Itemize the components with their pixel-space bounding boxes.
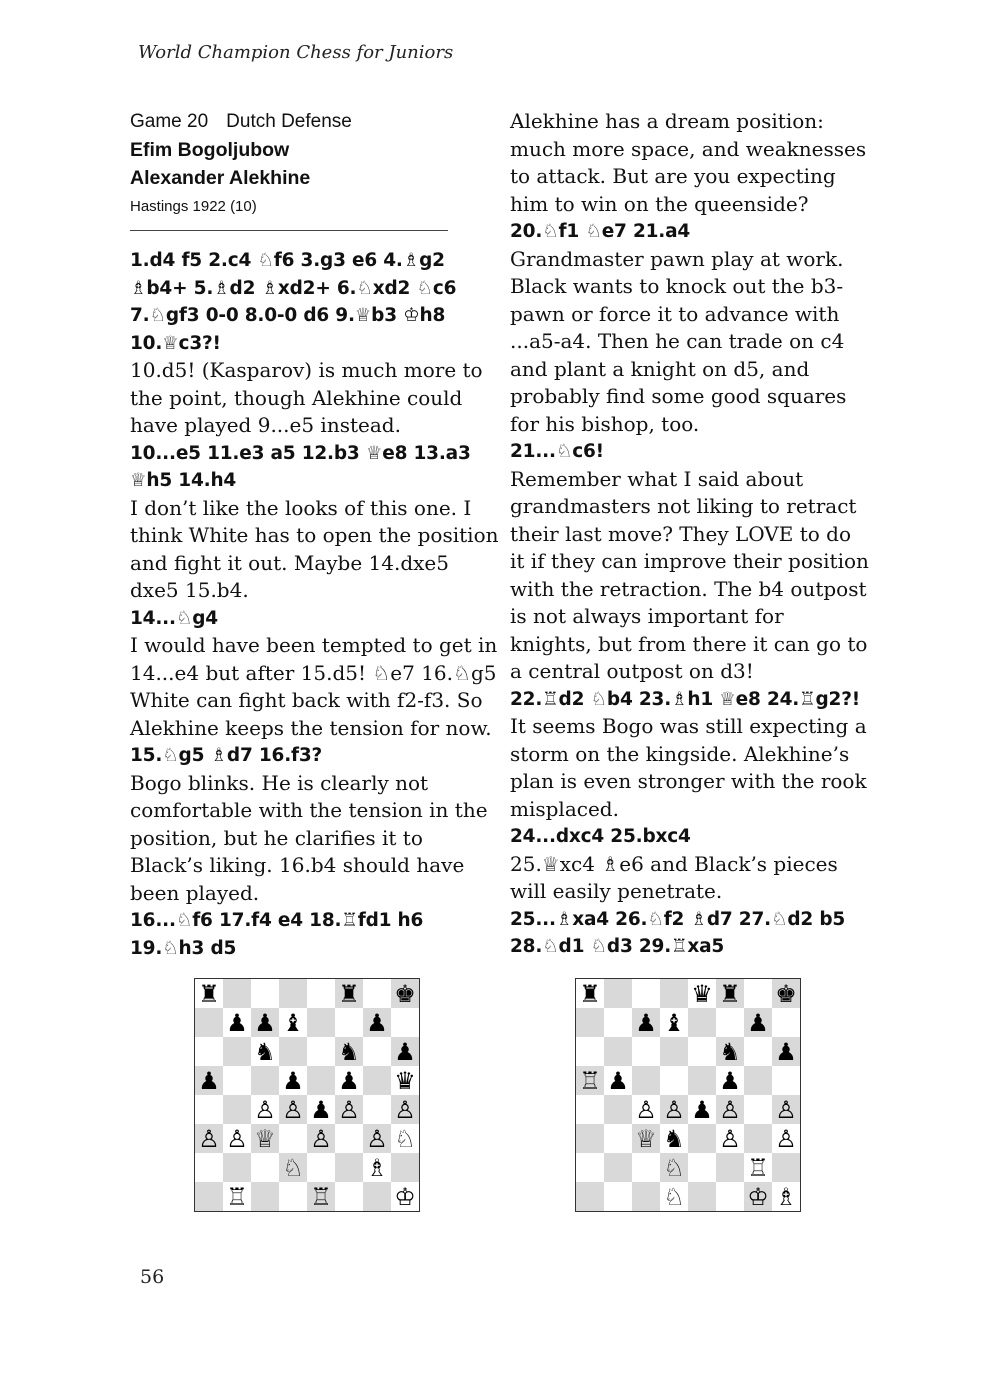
event-info: Hastings 1922 (10) xyxy=(130,198,257,215)
board-square xyxy=(576,1095,604,1124)
board-square xyxy=(195,1095,223,1124)
board-square xyxy=(576,1153,604,1182)
board-square: ♟ xyxy=(251,1008,279,1037)
board-square xyxy=(632,979,660,1008)
board-square: ♟ xyxy=(195,1066,223,1095)
board-square xyxy=(195,1008,223,1037)
board-square: ♖ xyxy=(307,1182,335,1211)
game-title-line xyxy=(130,108,500,136)
board-square: ♟ xyxy=(391,1037,419,1066)
board-square: ♟ xyxy=(363,1008,391,1037)
opening-name: Dutch Defense xyxy=(226,111,352,132)
commentary-paragraph: I would have been tempted to get in 14...e4 but after 15.d5! ♘e7 16.♘g5 White can fight back with f2-f3. So Alekhine keeps the tension for now. xyxy=(130,633,498,740)
board-square xyxy=(251,979,279,1008)
move-sequence: 14...♘g4 xyxy=(130,607,218,629)
board-square xyxy=(604,1182,632,1211)
board-square xyxy=(688,1153,716,1182)
board-square xyxy=(744,1095,772,1124)
board-square: ♞ xyxy=(716,1037,744,1066)
board-square: ♝ xyxy=(660,1008,688,1037)
header-rule xyxy=(130,230,448,231)
right-column xyxy=(510,108,870,961)
board-square: ♛ xyxy=(391,1066,419,1095)
board-square xyxy=(223,1037,251,1066)
commentary-paragraph: Grandmaster pawn play at work. Black wants to knock out the b3-pawn or force it to advance with ...a5-a4. Then he can trade on c4 and plant a knight on d5, and probably find some good squares for his bishop, too. xyxy=(510,246,847,436)
board-square: ♙ xyxy=(716,1095,744,1124)
board-square xyxy=(716,1182,744,1211)
board-square xyxy=(279,1182,307,1211)
board-square xyxy=(307,1008,335,1037)
board-square xyxy=(688,1124,716,1153)
chess-diagram-right xyxy=(575,978,801,1212)
board-square: ♗ xyxy=(772,1182,800,1211)
board-square: ♙ xyxy=(716,1124,744,1153)
board-square xyxy=(251,1066,279,1095)
board-square xyxy=(335,1182,363,1211)
board-square: ♟ xyxy=(716,1066,744,1095)
left-column xyxy=(130,108,500,962)
commentary-paragraph: 25.♕xc4 ♗e6 and Black’s pieces will easily penetrate. xyxy=(510,851,838,903)
board-square: ♕ xyxy=(632,1124,660,1153)
board-square: ♘ xyxy=(391,1124,419,1153)
board-square xyxy=(688,1037,716,1066)
board-square: ♟ xyxy=(223,1008,251,1037)
commentary-paragraph: Bogo blinks. He is clearly not comfortable with the tension in the position, but he clarifies it to Black’s liking. 16.b4 should have been played. xyxy=(130,770,488,905)
board-square xyxy=(307,1066,335,1095)
board-square: ♞ xyxy=(660,1124,688,1153)
board-square: ♛ xyxy=(688,979,716,1008)
board-square xyxy=(363,1095,391,1124)
black-player: Alexander Alekhine xyxy=(130,167,311,189)
board-square xyxy=(772,1066,800,1095)
board-square xyxy=(660,979,688,1008)
left-column-body xyxy=(130,247,500,962)
board-square: ♟ xyxy=(604,1066,632,1095)
board-square xyxy=(604,1095,632,1124)
board-square: ♜ xyxy=(335,979,363,1008)
board-square xyxy=(335,1124,363,1153)
board-square: ♔ xyxy=(744,1182,772,1211)
board-square: ♚ xyxy=(391,979,419,1008)
board-square: ♟ xyxy=(744,1008,772,1037)
board-square: ♙ xyxy=(391,1095,419,1124)
board-square xyxy=(279,1124,307,1153)
move-sequence: 1.d4 f5 2.c4 ♘f6 3.g3 e6 4.♗g2 ♗b4+ 5.♗d2 ♗xd2+ 6.♘xd2 ♘c6 7.♘gf3 0-0 8.0-0 d6 9.♕b3 ♔h8 10.♕c3?! xyxy=(130,250,457,354)
commentary-paragraph: Alekhine has a dream position: much more space, and weaknesses to attack. But are you expecting him to win on the queenside? xyxy=(510,109,867,216)
board-square xyxy=(604,1153,632,1182)
move-sequence: 25...♗xa4 26.♘f2 ♗d7 27.♘d2 b5 28.♘d1 ♘d3 29.♖xa5 xyxy=(510,908,846,957)
commentary-paragraph: I don’t like the looks of this one. I think White has to open the position and fight it out. Maybe 14.dxe5 dxe5 15.b4. xyxy=(130,495,499,602)
board-square xyxy=(335,1008,363,1037)
board-square: ♙ xyxy=(772,1095,800,1124)
board-square: ♘ xyxy=(660,1153,688,1182)
board-square xyxy=(223,1066,251,1095)
board-square xyxy=(744,1124,772,1153)
board-square xyxy=(632,1153,660,1182)
board-square: ♙ xyxy=(251,1095,279,1124)
board-square xyxy=(688,1008,716,1037)
board-square xyxy=(307,979,335,1008)
board-square xyxy=(391,1008,419,1037)
board-square xyxy=(604,1124,632,1153)
board-square: ♚ xyxy=(772,979,800,1008)
board-square: ♕ xyxy=(251,1124,279,1153)
board-square xyxy=(716,1008,744,1037)
page-number: 56 xyxy=(140,1266,165,1288)
board-square: ♜ xyxy=(716,979,744,1008)
board-square xyxy=(391,1153,419,1182)
board-square: ♙ xyxy=(279,1095,307,1124)
board-square xyxy=(576,1124,604,1153)
board-square xyxy=(576,1182,604,1211)
move-sequence: 20.♘f1 ♘e7 21.a4 xyxy=(510,221,691,242)
move-sequence: 15.♘g5 ♗d7 16.f3? xyxy=(130,745,323,766)
board-square xyxy=(363,1066,391,1095)
commentary-paragraph: Remember what I said about grandmasters not liking to retract their last move? They LOVE to do it if they can improve their position with the retraction. The b4 outpost is not always important for knights, but from there it can go to a central outpost on d3! xyxy=(510,466,869,683)
board-square xyxy=(604,979,632,1008)
board-square: ♟ xyxy=(335,1066,363,1095)
commentary-paragraph: 10.d5! (Kasparov) is much more to the point, though Alekhine could have played 9...e5 instead. xyxy=(130,358,483,437)
board-square: ♟ xyxy=(688,1095,716,1124)
board-square: ♞ xyxy=(335,1037,363,1066)
board-square xyxy=(772,1008,800,1037)
move-sequence: 16...♘f6 17.f4 e4 18.♖fd1 h6 19.♘h3 d5 xyxy=(130,910,424,959)
board-square xyxy=(223,1095,251,1124)
board-square: ♟ xyxy=(632,1008,660,1037)
board-square: ♙ xyxy=(307,1124,335,1153)
game-header xyxy=(130,108,500,231)
board-square xyxy=(335,1153,363,1182)
board-square: ♜ xyxy=(195,979,223,1008)
right-column-body xyxy=(510,108,870,961)
board-square: ♖ xyxy=(744,1153,772,1182)
board-square: ♗ xyxy=(363,1153,391,1182)
commentary-paragraph: It seems Bogo was still expecting a storm on the kingside. Alekhine’s plan is even stronger with the rook misplaced. xyxy=(510,714,867,821)
chess-diagram-left xyxy=(194,978,420,1212)
board-square: ♙ xyxy=(363,1124,391,1153)
board-square xyxy=(307,1153,335,1182)
board-square xyxy=(604,1008,632,1037)
move-sequence: 21...♘c6! xyxy=(510,441,604,462)
board-square xyxy=(744,1066,772,1095)
board-square: ♙ xyxy=(632,1095,660,1124)
board-square: ♙ xyxy=(772,1124,800,1153)
board-square xyxy=(251,1153,279,1182)
board-square xyxy=(632,1037,660,1066)
board-square xyxy=(363,1037,391,1066)
board-square: ♙ xyxy=(195,1124,223,1153)
board-square: ♟ xyxy=(307,1095,335,1124)
board-square: ♟ xyxy=(279,1066,307,1095)
board-square: ♖ xyxy=(576,1066,604,1095)
board-square: ♙ xyxy=(660,1095,688,1124)
board-square: ♙ xyxy=(223,1124,251,1153)
board-square xyxy=(688,1182,716,1211)
board-square: ♖ xyxy=(223,1182,251,1211)
running-head: World Champion Chess for Juniors xyxy=(138,42,454,63)
board-square xyxy=(716,1153,744,1182)
board-square xyxy=(576,1037,604,1066)
board-square xyxy=(251,1182,279,1211)
game-number: Game 20 xyxy=(130,111,209,132)
board-square xyxy=(363,1182,391,1211)
board-square xyxy=(576,1008,604,1037)
board-square: ♟ xyxy=(772,1037,800,1066)
move-sequence: 24...dxc4 25.bxc4 xyxy=(510,826,691,847)
move-sequence: 22.♖d2 ♘b4 23.♗h1 ♕e8 24.♖g2?! xyxy=(510,688,860,710)
board-square xyxy=(307,1037,335,1066)
board-square: ♝ xyxy=(279,1008,307,1037)
board-square xyxy=(223,979,251,1008)
board-square xyxy=(660,1066,688,1095)
board-square: ♔ xyxy=(391,1182,419,1211)
board-square: ♜ xyxy=(576,979,604,1008)
board-square: ♙ xyxy=(335,1095,363,1124)
board-square: ♞ xyxy=(251,1037,279,1066)
board-square xyxy=(772,1153,800,1182)
white-player: Efim Bogoljubow xyxy=(130,139,290,161)
board-square xyxy=(195,1037,223,1066)
board-square xyxy=(660,1037,688,1066)
board-square: ♘ xyxy=(279,1153,307,1182)
board-square xyxy=(223,1153,251,1182)
board-square xyxy=(363,979,391,1008)
board-square xyxy=(279,979,307,1008)
board-square xyxy=(744,979,772,1008)
board-square xyxy=(279,1037,307,1066)
board-square xyxy=(195,1182,223,1211)
board-square xyxy=(632,1182,660,1211)
board-square xyxy=(688,1066,716,1095)
board-square xyxy=(604,1037,632,1066)
board-square xyxy=(632,1066,660,1095)
board-square xyxy=(195,1153,223,1182)
move-sequence: 10...e5 11.e3 a5 12.b3 ♕e8 13.a3 ♕h5 14.h4 xyxy=(130,442,471,491)
board-square: ♘ xyxy=(660,1182,688,1211)
board-square xyxy=(744,1037,772,1066)
